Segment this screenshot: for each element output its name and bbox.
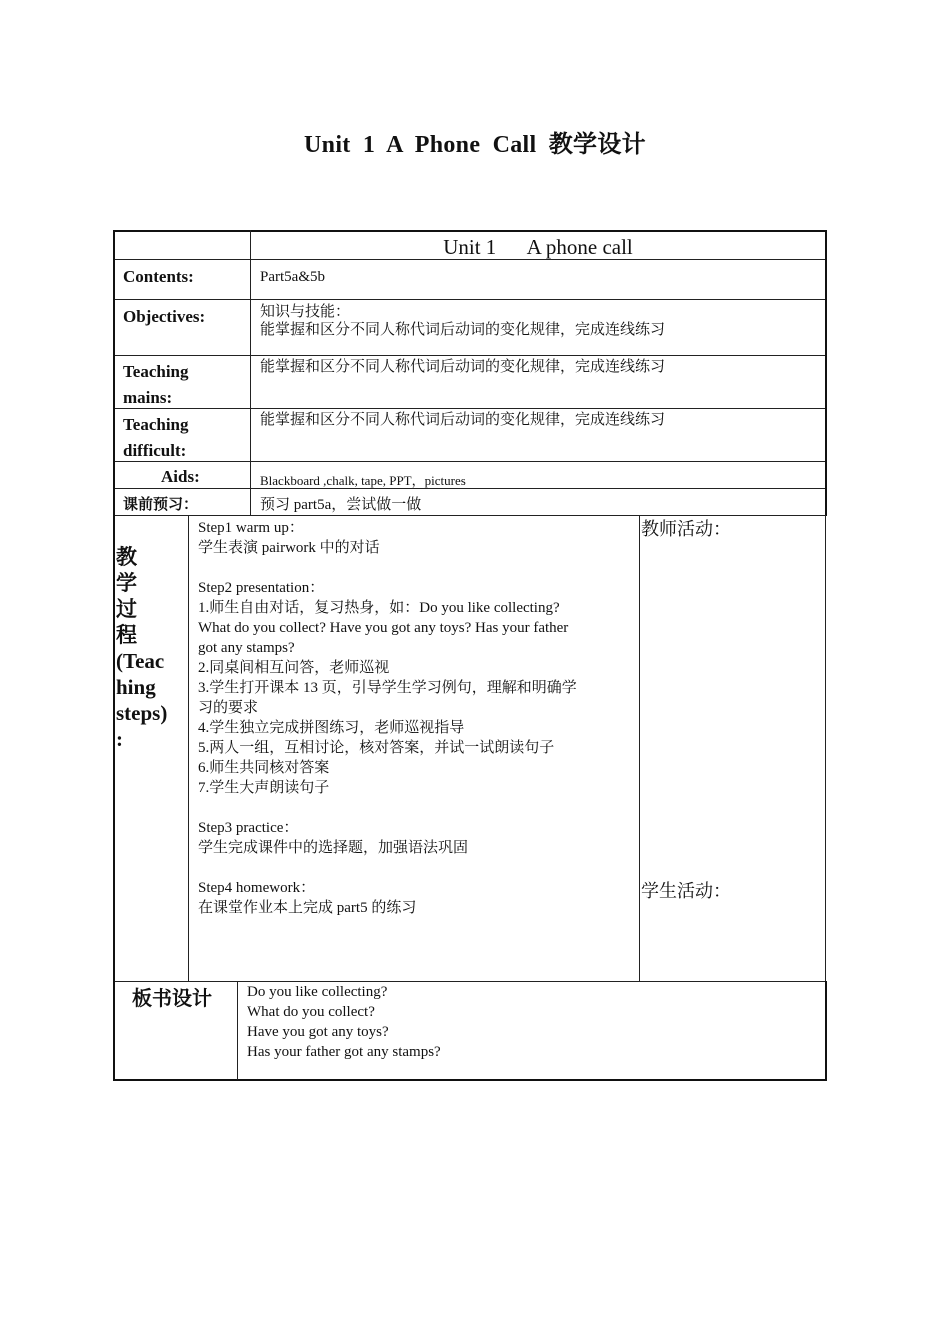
teaching-steps-label-part: 学 [116, 571, 137, 595]
teaching-mains-label-2: mains: [123, 388, 173, 407]
page-title: Unit 1 A Phone Call 教学设计 [304, 132, 646, 158]
blackboard-line: Have you got any toys? [247, 1024, 389, 1040]
step-line: Step2 presentation： [198, 580, 325, 596]
row-divider [113, 515, 826, 516]
step-line: 6.师生共同核对答案 [198, 760, 330, 776]
step-line: 学生完成课件中的选择题，加强语法巩固 [198, 840, 469, 856]
step-line: got any stamps? [198, 640, 295, 656]
step-line: Step3 practice： [198, 820, 299, 836]
objectives-label: Objectives: [123, 307, 206, 326]
table-bottom-border [113, 1079, 827, 1081]
blackboard-design-label: 板书设计 [132, 988, 212, 1010]
preview-value: 预习 part5a，尝试做一做 [260, 497, 422, 513]
row-divider [113, 461, 826, 462]
step-line: 1.师生自由对话，复习热身，如：Do you like collecting? [198, 600, 560, 616]
column-divider [250, 230, 251, 516]
table-header-unit: Unit 1 A phone call [443, 235, 633, 259]
blackboard-content [247, 983, 441, 1063]
contents-label: Contents: [123, 267, 194, 286]
teaching-mains-label-1: Teaching [123, 362, 189, 381]
teaching-difficult-value: 能掌握和区分不同人称代词后动词的变化规律，完成连线练习 [260, 412, 666, 428]
step-line [198, 798, 634, 818]
blackboard-line: Do you like collecting? [247, 984, 388, 1000]
table-right-border [825, 981, 827, 1081]
objectives-line-1: 知识与技能： [260, 304, 351, 320]
step-line: 在课堂作业本上完成 part5 的练习 [198, 900, 417, 916]
contents-value: Part5a&5b [260, 269, 325, 285]
table-left-border [113, 230, 115, 1081]
step-line: 4.学生独立完成拼图练习，老师巡视指导 [198, 720, 465, 736]
step-line: 2.同桌间相互问答，老师巡视 [198, 660, 390, 676]
column-divider [639, 515, 640, 982]
teaching-mains-value: 能掌握和区分不同人称代词后动词的变化规律，完成连线练习 [260, 359, 666, 375]
teacher-activity-label: 教师活动： [641, 519, 731, 539]
row-divider [113, 408, 826, 409]
teaching-steps-label-part: 程 [116, 623, 137, 647]
teaching-steps-label-part: : [116, 727, 123, 751]
step-line [198, 858, 634, 878]
teaching-steps-label-part: 教 [116, 545, 137, 569]
step-line: What do you collect? Have you got any toys? Has your father [198, 620, 569, 636]
step-line: Step4 homework： [198, 880, 316, 896]
teaching-steps-label-part: 过 [116, 597, 137, 621]
row-divider [113, 355, 826, 356]
step-line: 7.学生大声朗读句子 [198, 780, 330, 796]
step-line: Step1 warm up： [198, 520, 304, 536]
teaching-steps-label-part: hing [116, 675, 156, 699]
step-line [198, 558, 634, 578]
blackboard-line: What do you collect? [247, 1004, 375, 1020]
step-line: 习的要求 [198, 700, 259, 716]
row-divider [113, 299, 826, 300]
column-divider [237, 981, 238, 1080]
student-activity-label: 学生活动： [641, 881, 731, 901]
step-line: 学生表演 pairwork 中的对话 [198, 540, 380, 556]
teaching-steps-label-part: steps) [116, 701, 168, 725]
teaching-steps-label [116, 544, 186, 752]
table-top-border [113, 230, 827, 232]
teaching-steps-label-part: (Teac [116, 649, 165, 673]
table-right-border [825, 515, 826, 982]
teaching-steps-content [198, 518, 634, 918]
row-divider [113, 981, 826, 982]
blackboard-line: Has your father got any stamps? [247, 1044, 441, 1060]
aids-value: Blackboard ,chalk, tape, PPT，pictures [260, 473, 466, 488]
teaching-difficult-label-2: difficult: [123, 441, 187, 460]
step-line: 5.两人一组，互相讨论，核对答案，并试一试朗读句子 [198, 740, 555, 756]
aids-label: Aids: [161, 467, 200, 486]
objectives-line-2: 能掌握和区分不同人称代词后动词的变化规律，完成连线练习 [260, 322, 666, 338]
column-divider [188, 515, 189, 982]
step-line: 3.学生打开课本 13 页，引导学生学习例句，理解和明确学 [198, 680, 577, 696]
row-divider [113, 488, 826, 489]
preview-label: 课前预习： [123, 497, 199, 513]
table-right-border [825, 230, 827, 516]
teaching-difficult-label-1: Teaching [123, 415, 189, 434]
